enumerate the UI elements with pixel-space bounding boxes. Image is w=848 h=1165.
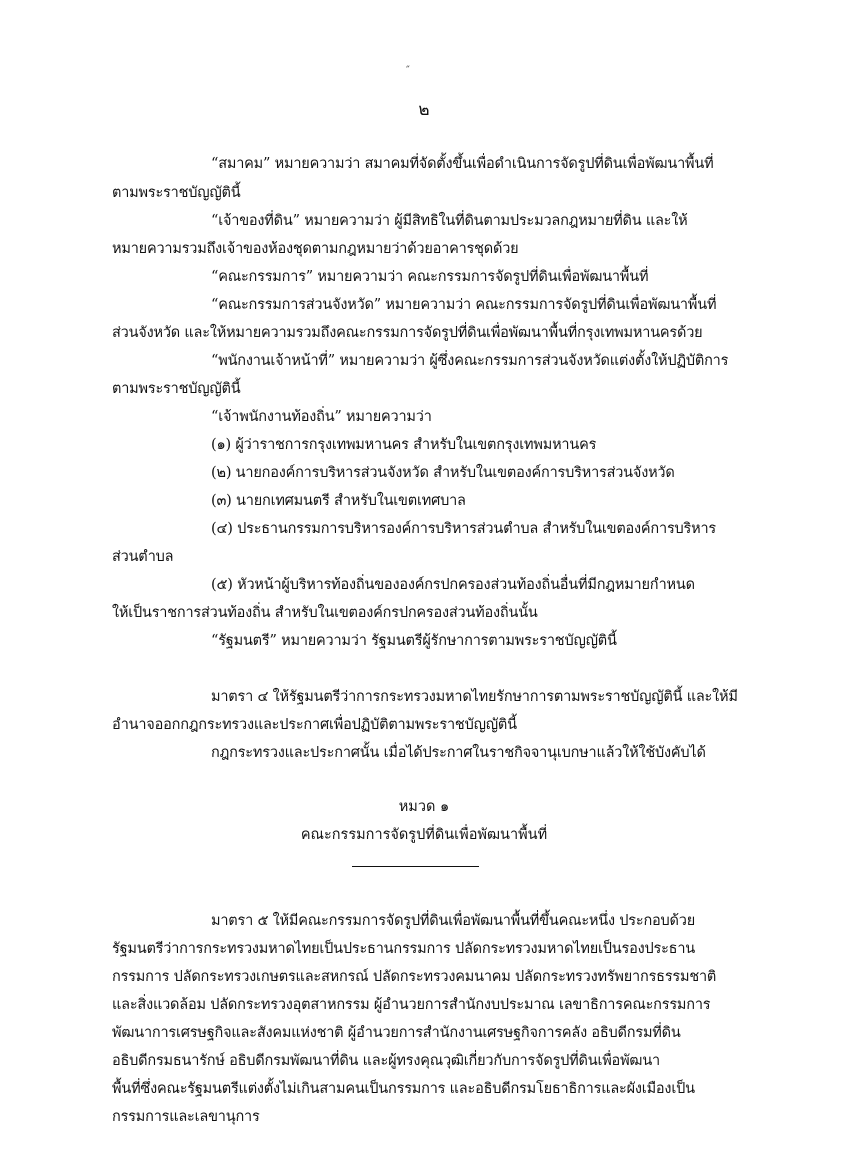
definition-official-line-2: ตามพระราชบัญญัตินี้ [112, 381, 241, 397]
definition-provincial-committee-line-2: ส่วนจังหวัด และให้หมายความรวมถึงคณะกรรมการจัดรูปที่ดินเพื่อพัฒนาพื้นที่กรุงเทพมหานครด้วย [112, 325, 703, 341]
page-number: ๒ [418, 100, 430, 120]
definition-official-line-1: “พนักงานเจ้าหน้าที่” หมายความว่า ผู้ซึ่งคณะกรรมการส่วนจังหวัดแต่งตั้งให้ปฏิบัติการ [211, 353, 729, 369]
local-officer-item-3: (๓) นายกเทศมนตรี สำหรับในเขตเทศบาล [211, 493, 466, 509]
section-5-line-1: มาตรา ๕ ให้มีคณะกรรมการจัดรูปที่ดินเพื่อพัฒนาพื้นที่ขึ้นคณะหนึ่ง ประกอบด้วย [211, 913, 696, 929]
section-5-line-4: และสิ่งแวดล้อม ปลัดกระทรวงอุตสาหกรรม ผู้อำนวยการสำนักงบประมาณ เลขาธิการคณะกรรมการ [112, 997, 711, 1013]
local-officer-item-4-line-2: ส่วนตำบล [112, 549, 174, 565]
definition-minister-line: “รัฐมนตรี” หมายความว่า รัฐมนตรีผู้รักษาการตามพระราชบัญญัตินี้ [211, 633, 617, 649]
local-officer-item-1: (๑) ผู้ว่าราชการกรุงเทพมหานคร สำหรับในเขตกรุงเทพมหานคร [211, 437, 597, 453]
definition-landowner-line-1: “เจ้าของที่ดิน” หมายความว่า ผู้มีสิทธิในที่ดินตามประมวลกฎหมายที่ดิน และให้ [211, 213, 688, 229]
definition-provincial-committee-line-1: “คณะกรรมการส่วนจังหวัด” หมายความว่า คณะกรรมการจัดรูปที่ดินเพื่อพัฒนาพื้นที่ [211, 297, 717, 313]
section-5-line-7: พื้นที่ซึ่งคณะรัฐมนตรีแต่งตั้งไม่เกินสามคนเป็นกรรมการ และอธิบดีกรมโยธาธิการและผังเมืองเป็น [112, 1081, 695, 1097]
section-5-line-8: กรรมการและเลขานุการ [112, 1109, 260, 1125]
local-officer-item-2: (๒) นายกองค์การบริหารส่วนจังหวัด สำหรับในเขตองค์การบริหารส่วนจังหวัด [211, 465, 675, 481]
scan-speck: ˝ [405, 66, 410, 77]
definition-committee-line: “คณะกรรมการ” หมายความว่า คณะกรรมการจัดรูปที่ดินเพื่อพัฒนาพื้นที่ [211, 269, 649, 285]
section-4-line-2: อำนาจออกกฎกระทรวงและประกาศเพื่อปฏิบัติตามพระราชบัญญัตินี้ [112, 717, 517, 733]
chapter-divider [352, 866, 479, 867]
definition-association-line-2: ตามพระราชบัญญัตินี้ [112, 185, 241, 201]
definition-association-line-1: “สมาคม” หมายความว่า สมาคมที่จัดตั้งขึ้นเพื่อดำเนินการจัดรูปที่ดินเพื่อพัฒนาพื้นที่ [211, 156, 714, 172]
section-5-line-3: กรรมการ ปลัดกระทรวงเกษตรและสหกรณ์ ปลัดกระทรวงคมนาคม ปลัดกระทรวงทรัพยากรธรรมชาติ [112, 969, 717, 985]
local-officer-item-5-line-2: ให้เป็นราชการส่วนท้องถิ่น สำหรับในเขตองค์กรปกครองส่วนท้องถิ่นนั้น [112, 605, 538, 621]
section-5-line-5: พัฒนาการเศรษฐกิจและสังคมแห่งชาติ ผู้อำนวยการสำนักงานเศรษฐกิจการคลัง อธิบดีกรมที่ดิน [112, 1025, 681, 1041]
local-officer-item-5-line-1: (๕) หัวหน้าผู้บริหารท้องถิ่นขององค์กรปกครองส่วนท้องถิ่นอื่นที่มีกฎหมายกำหนด [211, 577, 695, 593]
definition-local-officer-line: “เจ้าพนักงานท้องถิ่น” หมายความว่า [211, 409, 432, 425]
section-5-line-2: รัฐมนตรีว่าการกระทรวงมหาดไทยเป็นประธานกรรมการ ปลัดกระทรวงมหาดไทยเป็นรองประธาน [112, 941, 695, 957]
local-officer-item-4-line-1: (๔) ประธานกรรมการบริหารองค์การบริหารส่วนตำบล สำหรับในเขตองค์การบริหาร [211, 521, 717, 537]
chapter-heading: หมวด ๑ [398, 799, 450, 815]
definition-landowner-line-2: หมายความรวมถึงเจ้าของห้องชุดตามกฎหมายว่าด้วยอาคารชุดด้วย [112, 241, 519, 257]
chapter-title: คณะกรรมการจัดรูปที่ดินเพื่อพัฒนาพื้นที่ [300, 827, 548, 843]
section-4-line-1: มาตรา ๔ ให้รัฐมนตรีว่าการกระทรวงมหาดไทยรักษาการตามพระราชบัญญัตินี้ และให้มี [211, 689, 738, 705]
section-4-line-3: กฎกระทรวงและประกาศนั้น เมื่อได้ประกาศในราชกิจจานุเบกษาแล้วให้ใช้บังคับได้ [211, 745, 706, 761]
section-5-line-6: อธิบดีกรมธนารักษ์ อธิบดีกรมพัฒนาที่ดิน และผู้ทรงคุณวุฒิเกี่ยวกับการจัดรูปที่ดินเพื่อพัฒนา [112, 1053, 660, 1069]
